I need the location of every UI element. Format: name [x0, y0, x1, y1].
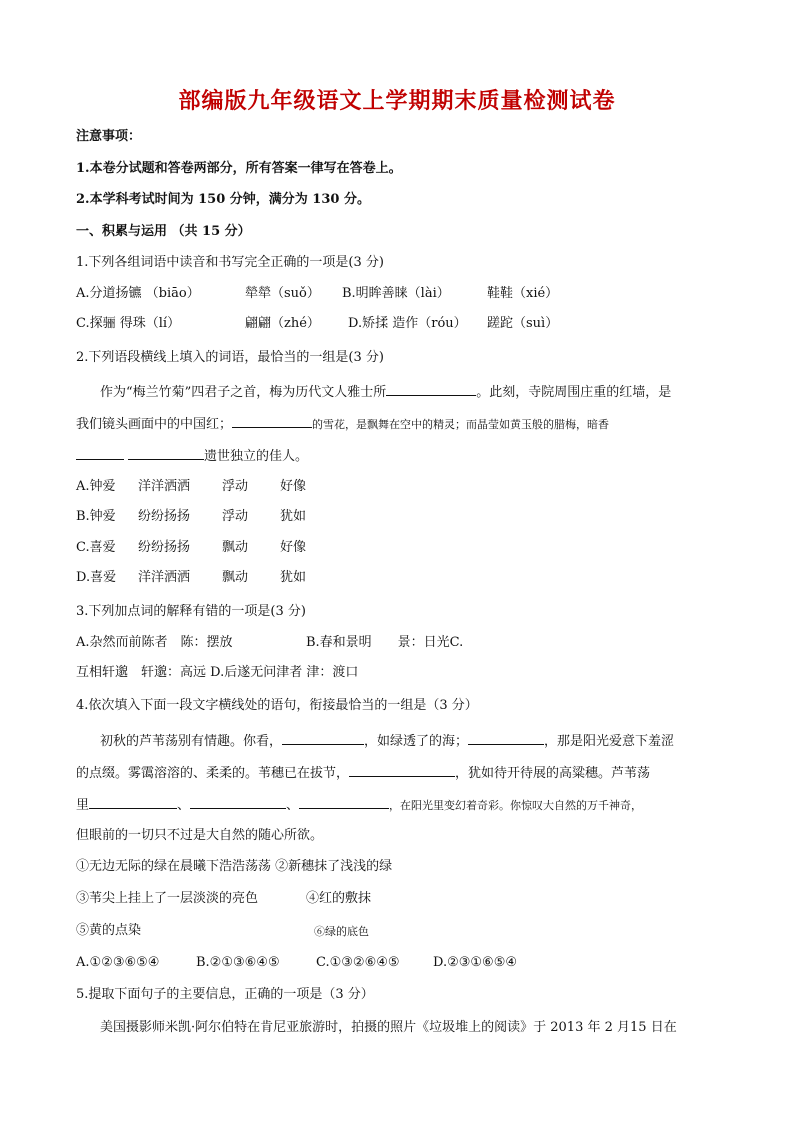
q4-passage-text: ，在阳光里变幻着奇彩。你惊叹大自然的万千神奇， — [389, 799, 643, 812]
q2-option-b-word: 犹如 — [280, 509, 307, 524]
q2-option-b-label: B.钟爱 — [76, 509, 116, 524]
q4-sentence-4: ④红的敷抹 — [306, 891, 372, 906]
section-heading: 一、积累与运用 （共 15 分） — [76, 224, 251, 239]
q4-sentence-6: ⑥绿的底色 — [314, 925, 369, 938]
q4-option-c: C.①③②⑥④⑤ — [316, 955, 400, 970]
answer-blank — [232, 414, 312, 428]
question-2-stem: 2.下列语段横线上填入的词语，最恰当的一组是(3 分) — [76, 350, 384, 365]
question-1-stem: 1.下列各组词语中读音和书写完全正确的一项是(3 分) — [76, 255, 384, 270]
q4-sentence-3: ③苇尖上挂上了一层淡淡的亮色 — [76, 891, 259, 906]
q2-passage-text: 遗世独立的佳人。 — [204, 449, 309, 464]
q4-option-a: A.①②③⑥⑤④ — [76, 955, 160, 970]
q5-passage-line-1: 美国摄影师米凯·阿尔伯特在肯尼亚旅游时，拍摄的照片《垃圾堆上的阅读》于 2013 年 2 月15 日在 — [100, 1020, 677, 1035]
q1-option-d: D.矫揉 造作（róu） — [348, 316, 467, 331]
q4-passage-text: 初秋的芦苇荡别有情趣。你看， — [100, 734, 283, 749]
notice-item-2: 2.本学科考试时间为 150 分钟，满分为 130 分。 — [76, 192, 370, 207]
q2-passage-line-1 — [100, 382, 671, 402]
q2-option-c-word: 纷纷扬扬 — [138, 540, 191, 555]
q2-option-a-word: 好像 — [280, 479, 307, 494]
q2-option-c-word: 好像 — [280, 540, 307, 555]
q4-passage-text: 、 — [177, 798, 191, 813]
q2-passage-text: 的雪花，是飘舞在空中的精灵；而晶莹如黄玉般的腊梅，暗香 — [312, 418, 610, 431]
q2-option-a-label: A.钟爱 — [76, 479, 116, 494]
q1-option-a: A.分道扬镳 （biāo） — [76, 286, 200, 301]
q2-option-d-word: 犹如 — [280, 570, 307, 585]
q4-passage-line-3 — [76, 795, 642, 815]
q4-passage-text: ，犹如待开待展的高粱穗。芦苇荡 — [455, 766, 651, 781]
q1-option-a-word2: 犖犖（suǒ） — [245, 286, 320, 301]
q2-option-c-word: 飘动 — [222, 540, 249, 555]
q1-option-b: B.明眸善睐（lài） — [342, 286, 450, 301]
q4-option-b: B.②①③⑥④⑤ — [196, 955, 280, 970]
q4-passage-text: 的点缀。雾霭溶溶的、柔柔的。苇穗已在拔节， — [76, 766, 350, 781]
q4-passage-line-4: 但眼前的一切只不过是大自然的随心所欲。 — [76, 828, 324, 843]
notice-item-1: 1.本卷分试题和答卷两部分，所有答案一律写在答卷上。 — [76, 161, 402, 176]
q4-sentence-5: ⑤黄的点染 — [76, 923, 142, 938]
answer-blank — [386, 382, 476, 396]
answer-blank — [128, 446, 204, 460]
q1-option-c-word2: 翩翩（zhé） — [245, 316, 320, 331]
q2-option-a-word: 浮动 — [222, 479, 249, 494]
q4-passage-line-2 — [76, 763, 650, 783]
q2-option-d-word: 飘动 — [222, 570, 249, 585]
answer-blank — [299, 795, 389, 809]
notice-heading: 注意事项： — [76, 129, 142, 144]
q2-option-b-word: 纷纷扬扬 — [138, 509, 191, 524]
q2-option-a-word: 洋洋洒洒 — [138, 479, 191, 494]
q4-passage-line-1 — [100, 731, 674, 751]
q2-option-b-word: 浮动 — [222, 509, 249, 524]
answer-blank — [190, 795, 286, 809]
answer-blank — [282, 731, 364, 745]
q2-option-d-label: D.喜爱 — [76, 570, 117, 585]
q4-sentence-1-2: ①无边无际的绿在晨曦下浩浩荡荡 ②新穗抹了浅浅的绿 — [76, 859, 393, 874]
q3-option-c-d: 互相轩邈 轩邈：高远 D.后遂无问津者 津：渡口 — [76, 665, 359, 680]
page-title: 部编版九年级语文上学期期末质量检测试卷 — [178, 89, 616, 114]
q2-option-d-word: 洋洋洒洒 — [138, 570, 191, 585]
answer-blank — [349, 763, 455, 777]
q1-option-d-word2: 蹉跎（suì） — [487, 316, 559, 331]
q2-passage-text: 。此刻，寺院周围庄重的红墙，是 — [476, 385, 672, 400]
question-5-stem: 5.提取下面句子的主要信息，正确的一项是（3 分） — [76, 987, 374, 1002]
q4-passage-text: 、 — [286, 798, 300, 813]
answer-blank — [76, 446, 124, 460]
q3-option-a: A.杂然而前陈者 陈：摆放 — [76, 635, 233, 650]
q4-passage-text: 里 — [76, 798, 90, 813]
q4-option-d: D.②③①⑥⑤④ — [433, 955, 518, 970]
answer-blank — [468, 731, 544, 745]
question-3-stem: 3.下列加点词的解释有错的一项是(3 分) — [76, 604, 306, 619]
q2-option-c-label: C.喜爱 — [76, 540, 116, 555]
q2-passage-line-2 — [76, 414, 609, 434]
q3-option-b: B.春和景明 景：日光C. — [306, 635, 464, 650]
question-4-stem: 4.依次填入下面一段文字横线处的语句，衔接最恰当的一组是（3 分） — [76, 698, 478, 713]
q4-passage-text: ，那是阳光爱意下羞涩 — [544, 734, 675, 749]
answer-blank — [89, 795, 177, 809]
q4-passage-text: ，如绿透了的海； — [364, 734, 469, 749]
q2-passage-text: 我们镜头画面中的中国红； — [76, 417, 233, 432]
q2-passage-text: 作为“梅兰竹菊”四君子之首，梅为历代文人雅士所 — [100, 385, 387, 400]
q1-option-c: C.探骊 得珠（lí） — [76, 316, 181, 331]
q1-option-b-word2: 鞋鞋（xié） — [487, 286, 559, 301]
q2-passage-line-3 — [76, 446, 308, 466]
